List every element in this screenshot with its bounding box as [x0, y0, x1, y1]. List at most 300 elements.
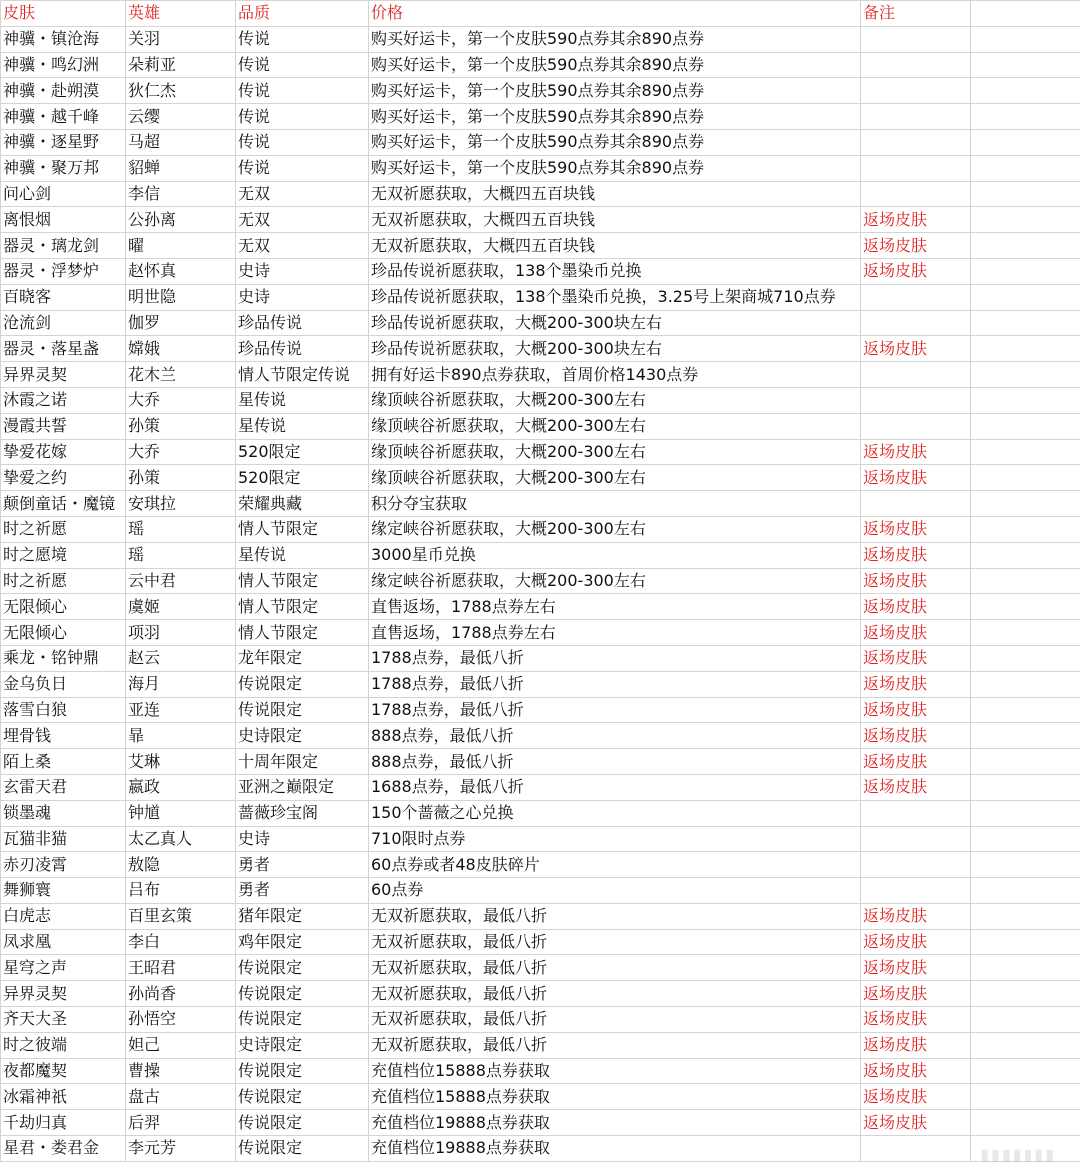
skin-cell: 离恨烟 [1, 207, 126, 233]
price-cell: 无双祈愿获取，最低八折 [369, 955, 861, 981]
header-row [1, 1, 1080, 27]
empty-cell [971, 439, 1080, 465]
note-cell: 返场皮肤 [861, 1110, 971, 1136]
price-cell: 购买好运卡，第一个皮肤590点券其余890点券 [369, 104, 861, 130]
note-cell: 返场皮肤 [861, 1084, 971, 1110]
note-cell: 返场皮肤 [861, 594, 971, 620]
skin-cell: 问心剑 [1, 181, 126, 207]
header-empty [971, 1, 1080, 27]
quality-cell: 情人节限定 [236, 516, 369, 542]
skin-cell: 星君・娄君金 [1, 1136, 126, 1162]
skin-cell: 器灵・璃龙剑 [1, 233, 126, 259]
skin-cell: 星穹之声 [1, 955, 126, 981]
empty-cell [971, 362, 1080, 388]
note-cell [861, 878, 971, 904]
price-cell: 缘定峡谷祈愿获取，大概200-300左右 [369, 516, 861, 542]
note-cell: 返场皮肤 [861, 1007, 971, 1033]
price-cell: 缘顶峡谷祈愿获取，大概200-300左右 [369, 387, 861, 413]
skin-cell: 赤刃凌霄 [1, 852, 126, 878]
note-cell [861, 800, 971, 826]
hero-cell: 赵云 [126, 645, 236, 671]
table-row [1, 594, 1080, 620]
table-row [1, 207, 1080, 233]
quality-cell: 情人节限定 [236, 568, 369, 594]
table-row [1, 104, 1080, 130]
empty-cell [971, 542, 1080, 568]
header-quality: 品质 [236, 1, 369, 27]
table-row [1, 413, 1080, 439]
hero-cell: 艾琳 [126, 749, 236, 775]
hero-cell: 海月 [126, 671, 236, 697]
watermark: ▮▮▮▮▮▮▮ [980, 1145, 1056, 1164]
quality-cell: 传说 [236, 78, 369, 104]
table-row [1, 1084, 1080, 1110]
price-cell: 3000星币兑换 [369, 542, 861, 568]
empty-cell [971, 181, 1080, 207]
header-price: 价格 [369, 1, 861, 27]
empty-cell [971, 387, 1080, 413]
table-row [1, 258, 1080, 284]
skin-cell: 千劫归真 [1, 1110, 126, 1136]
skin-cell: 白虎志 [1, 903, 126, 929]
hero-cell: 李元芳 [126, 1136, 236, 1162]
skin-cell: 器灵・浮梦炉 [1, 258, 126, 284]
quality-cell: 史诗限定 [236, 1032, 369, 1058]
price-cell: 充值档位15888点券获取 [369, 1058, 861, 1084]
hero-cell: 大乔 [126, 439, 236, 465]
table-row [1, 465, 1080, 491]
skin-cell: 金乌负日 [1, 671, 126, 697]
skin-cell: 陌上桑 [1, 749, 126, 775]
note-cell [861, 284, 971, 310]
table-row [1, 1007, 1080, 1033]
quality-cell: 无双 [236, 207, 369, 233]
hero-cell: 亚连 [126, 697, 236, 723]
quality-cell: 蔷薇珍宝阁 [236, 800, 369, 826]
hero-cell: 钟馗 [126, 800, 236, 826]
table-row [1, 491, 1080, 517]
note-cell [861, 826, 971, 852]
empty-cell [971, 749, 1080, 775]
empty-cell [971, 981, 1080, 1007]
note-cell: 返场皮肤 [861, 929, 971, 955]
skin-cell: 异界灵契 [1, 362, 126, 388]
note-cell: 返场皮肤 [861, 620, 971, 646]
table-row [1, 387, 1080, 413]
quality-cell: 猪年限定 [236, 903, 369, 929]
quality-cell: 十周年限定 [236, 749, 369, 775]
quality-cell: 情人节限定 [236, 620, 369, 646]
table-row [1, 981, 1080, 1007]
empty-cell [971, 233, 1080, 259]
empty-cell [971, 155, 1080, 181]
table-row [1, 439, 1080, 465]
quality-cell: 传说限定 [236, 955, 369, 981]
quality-cell: 勇者 [236, 878, 369, 904]
hero-cell: 关羽 [126, 26, 236, 52]
price-cell: 充值档位19888点券获取 [369, 1136, 861, 1162]
hero-cell: 瑶 [126, 542, 236, 568]
empty-cell [971, 620, 1080, 646]
quality-cell: 星传说 [236, 542, 369, 568]
quality-cell: 传说限定 [236, 1058, 369, 1084]
price-cell: 购买好运卡，第一个皮肤590点券其余890点券 [369, 155, 861, 181]
hero-cell: 曜 [126, 233, 236, 259]
skin-cell: 无限倾心 [1, 620, 126, 646]
empty-cell [971, 129, 1080, 155]
hero-cell: 暃 [126, 723, 236, 749]
price-cell: 缘顶峡谷祈愿获取，大概200-300左右 [369, 439, 861, 465]
price-cell: 珍品传说祈愿获取，大概200-300块左右 [369, 310, 861, 336]
price-cell: 珍品传说祈愿获取，138个墨染币兑换，3.25号上架商城710点券 [369, 284, 861, 310]
note-cell: 返场皮肤 [861, 1058, 971, 1084]
table-row [1, 774, 1080, 800]
table-row [1, 284, 1080, 310]
empty-cell [971, 852, 1080, 878]
price-cell: 1788点券，最低八折 [369, 671, 861, 697]
skin-cell: 玄雷天君 [1, 774, 126, 800]
quality-cell: 珍品传说 [236, 310, 369, 336]
quality-cell: 传说 [236, 104, 369, 130]
quality-cell: 鸡年限定 [236, 929, 369, 955]
note-cell [861, 852, 971, 878]
note-cell [861, 155, 971, 181]
header-note: 备注 [861, 1, 971, 27]
price-cell: 1688点券，最低八折 [369, 774, 861, 800]
note-cell: 返场皮肤 [861, 516, 971, 542]
quality-cell: 传说限定 [236, 1110, 369, 1136]
note-cell: 返场皮肤 [861, 671, 971, 697]
empty-cell [971, 516, 1080, 542]
hero-cell: 大乔 [126, 387, 236, 413]
table-row [1, 749, 1080, 775]
table-row [1, 645, 1080, 671]
skin-cell: 时之祈愿 [1, 516, 126, 542]
quality-cell: 荣耀典藏 [236, 491, 369, 517]
price-cell: 直售返场，1788点券左右 [369, 594, 861, 620]
quality-cell: 无双 [236, 233, 369, 259]
empty-cell [971, 336, 1080, 362]
skin-cell: 时之祈愿 [1, 568, 126, 594]
quality-cell: 星传说 [236, 413, 369, 439]
skin-cell: 沐霞之诺 [1, 387, 126, 413]
header-hero: 英雄 [126, 1, 236, 27]
price-cell: 购买好运卡，第一个皮肤590点券其余890点券 [369, 129, 861, 155]
empty-cell [971, 491, 1080, 517]
quality-cell: 传说 [236, 26, 369, 52]
hero-cell: 瑶 [126, 516, 236, 542]
price-cell: 888点券，最低八折 [369, 723, 861, 749]
table-row [1, 800, 1080, 826]
hero-cell: 明世隐 [126, 284, 236, 310]
skin-cell: 瓦猫非猫 [1, 826, 126, 852]
price-cell: 珍品传说祈愿获取，138个墨染币兑换 [369, 258, 861, 284]
table-row [1, 542, 1080, 568]
price-cell: 710限时点券 [369, 826, 861, 852]
skin-cell: 无限倾心 [1, 594, 126, 620]
table-row [1, 723, 1080, 749]
note-cell: 返场皮肤 [861, 774, 971, 800]
skin-cell: 神骥・聚万邦 [1, 155, 126, 181]
quality-cell: 传说限定 [236, 1136, 369, 1162]
hero-cell: 李白 [126, 929, 236, 955]
quality-cell: 传说限定 [236, 671, 369, 697]
quality-cell: 史诗 [236, 258, 369, 284]
skin-cell: 颠倒童话・魔镜 [1, 491, 126, 517]
hero-cell: 朵莉亚 [126, 52, 236, 78]
table-row [1, 903, 1080, 929]
empty-cell [971, 207, 1080, 233]
hero-cell: 安琪拉 [126, 491, 236, 517]
hero-cell: 狄仁杰 [126, 78, 236, 104]
table-row [1, 129, 1080, 155]
table-row [1, 929, 1080, 955]
empty-cell [971, 929, 1080, 955]
empty-cell [971, 774, 1080, 800]
price-cell: 充值档位15888点券获取 [369, 1084, 861, 1110]
skin-cell: 百晓客 [1, 284, 126, 310]
price-cell: 充值档位19888点券获取 [369, 1110, 861, 1136]
skin-cell: 锁墨魂 [1, 800, 126, 826]
note-cell: 返场皮肤 [861, 233, 971, 259]
quality-cell: 传说限定 [236, 981, 369, 1007]
quality-cell: 史诗限定 [236, 723, 369, 749]
hero-cell: 太乙真人 [126, 826, 236, 852]
note-cell [861, 104, 971, 130]
skin-cell: 夜都魔契 [1, 1058, 126, 1084]
skin-cell: 神骥・鸣幻洲 [1, 52, 126, 78]
skin-cell: 时之愿境 [1, 542, 126, 568]
table-row [1, 516, 1080, 542]
empty-cell [971, 671, 1080, 697]
hero-cell: 嫦娥 [126, 336, 236, 362]
hero-cell: 马超 [126, 129, 236, 155]
table-row [1, 155, 1080, 181]
price-cell: 60点券或者48皮肤碎片 [369, 852, 861, 878]
note-cell: 返场皮肤 [861, 981, 971, 1007]
empty-cell [971, 594, 1080, 620]
hero-cell: 王昭君 [126, 955, 236, 981]
price-cell: 1788点券，最低八折 [369, 697, 861, 723]
header-skin: 皮肤 [1, 1, 126, 27]
skin-cell: 挚爱花嫁 [1, 439, 126, 465]
note-cell [861, 310, 971, 336]
empty-cell [971, 284, 1080, 310]
skin-cell: 异界灵契 [1, 981, 126, 1007]
note-cell: 返场皮肤 [861, 955, 971, 981]
price-cell: 拥有好运卡890点券获取，首周价格1430点券 [369, 362, 861, 388]
quality-cell: 传说 [236, 52, 369, 78]
hero-cell: 敖隐 [126, 852, 236, 878]
hero-cell: 嬴政 [126, 774, 236, 800]
quality-cell: 珍品传说 [236, 336, 369, 362]
price-cell: 无双祈愿获取，最低八折 [369, 981, 861, 1007]
price-cell: 无双祈愿获取，最低八折 [369, 903, 861, 929]
skin-cell: 乘龙・铭钟鼎 [1, 645, 126, 671]
table-row [1, 1110, 1080, 1136]
note-cell: 返场皮肤 [861, 645, 971, 671]
hero-cell: 孙策 [126, 465, 236, 491]
hero-cell: 项羽 [126, 620, 236, 646]
price-cell: 无双祈愿获取，大概四五百块钱 [369, 181, 861, 207]
empty-cell [971, 955, 1080, 981]
empty-cell [971, 78, 1080, 104]
table-row [1, 671, 1080, 697]
note-cell [861, 387, 971, 413]
quality-cell: 勇者 [236, 852, 369, 878]
note-cell: 返场皮肤 [861, 336, 971, 362]
empty-cell [971, 465, 1080, 491]
empty-cell [971, 826, 1080, 852]
hero-cell: 李信 [126, 181, 236, 207]
note-cell [861, 413, 971, 439]
note-cell: 返场皮肤 [861, 465, 971, 491]
table-row [1, 52, 1080, 78]
skin-cell: 埋骨钱 [1, 723, 126, 749]
note-cell: 返场皮肤 [861, 1032, 971, 1058]
hero-cell: 曹操 [126, 1058, 236, 1084]
hero-cell: 虞姬 [126, 594, 236, 620]
empty-cell [971, 258, 1080, 284]
skin-cell: 冰霜神祇 [1, 1084, 126, 1110]
empty-cell [971, 1110, 1080, 1136]
price-cell: 购买好运卡，第一个皮肤590点券其余890点券 [369, 78, 861, 104]
quality-cell: 情人节限定传说 [236, 362, 369, 388]
skin-cell: 凤求凰 [1, 929, 126, 955]
quality-cell: 龙年限定 [236, 645, 369, 671]
hero-cell: 云缨 [126, 104, 236, 130]
table-row [1, 181, 1080, 207]
skin-cell: 沧流剑 [1, 310, 126, 336]
skin-cell: 挚爱之约 [1, 465, 126, 491]
hero-cell: 孙尚香 [126, 981, 236, 1007]
table-row [1, 568, 1080, 594]
price-cell: 购买好运卡，第一个皮肤590点券其余890点券 [369, 26, 861, 52]
empty-cell [971, 26, 1080, 52]
note-cell [861, 362, 971, 388]
price-cell: 积分夺宝获取 [369, 491, 861, 517]
quality-cell: 无双 [236, 181, 369, 207]
empty-cell [971, 697, 1080, 723]
note-cell: 返场皮肤 [861, 258, 971, 284]
skin-cell: 齐天大圣 [1, 1007, 126, 1033]
price-cell: 缘定峡谷祈愿获取，大概200-300左右 [369, 568, 861, 594]
quality-cell: 传说限定 [236, 1084, 369, 1110]
quality-cell: 520限定 [236, 439, 369, 465]
empty-cell [971, 568, 1080, 594]
quality-cell: 传说 [236, 155, 369, 181]
price-cell: 无双祈愿获取，大概四五百块钱 [369, 207, 861, 233]
hero-cell: 妲己 [126, 1032, 236, 1058]
note-cell [861, 52, 971, 78]
table-row [1, 1136, 1080, 1162]
quality-cell: 亚洲之巅限定 [236, 774, 369, 800]
hero-cell: 公孙离 [126, 207, 236, 233]
empty-cell [971, 800, 1080, 826]
table-row [1, 955, 1080, 981]
note-cell [861, 491, 971, 517]
empty-cell [971, 878, 1080, 904]
table-row [1, 1032, 1080, 1058]
note-cell [861, 129, 971, 155]
empty-cell [971, 723, 1080, 749]
empty-cell [971, 1032, 1080, 1058]
skin-cell: 神骥・镇沧海 [1, 26, 126, 52]
hero-cell: 貂蝉 [126, 155, 236, 181]
quality-cell: 传说限定 [236, 697, 369, 723]
hero-cell: 盘古 [126, 1084, 236, 1110]
note-cell: 返场皮肤 [861, 697, 971, 723]
table-row [1, 1058, 1080, 1084]
empty-cell [971, 413, 1080, 439]
quality-cell: 传说 [236, 129, 369, 155]
price-cell: 珍品传说祈愿获取，大概200-300块左右 [369, 336, 861, 362]
price-cell: 购买好运卡，第一个皮肤590点券其余890点券 [369, 52, 861, 78]
note-cell: 返场皮肤 [861, 749, 971, 775]
skin-cell: 神骥・赴朔漠 [1, 78, 126, 104]
quality-cell: 传说限定 [236, 1007, 369, 1033]
skin-cell: 神骥・逐星野 [1, 129, 126, 155]
empty-cell [971, 310, 1080, 336]
quality-cell: 星传说 [236, 387, 369, 413]
price-cell: 缘顶峡谷祈愿获取，大概200-300左右 [369, 465, 861, 491]
table-row [1, 620, 1080, 646]
quality-cell: 520限定 [236, 465, 369, 491]
hero-cell: 吕布 [126, 878, 236, 904]
empty-cell [971, 52, 1080, 78]
skin-cell: 器灵・落星盏 [1, 336, 126, 362]
empty-cell [971, 1084, 1080, 1110]
skin-cell: 舞狮寰 [1, 878, 126, 904]
price-cell: 直售返场，1788点券左右 [369, 620, 861, 646]
table-row [1, 697, 1080, 723]
hero-cell: 伽罗 [126, 310, 236, 336]
empty-cell [971, 903, 1080, 929]
table-row [1, 852, 1080, 878]
table-row [1, 362, 1080, 388]
hero-cell: 后羿 [126, 1110, 236, 1136]
price-cell: 60点券 [369, 878, 861, 904]
skin-cell: 落雪白狼 [1, 697, 126, 723]
empty-cell [971, 645, 1080, 671]
price-cell: 无双祈愿获取，最低八折 [369, 1032, 861, 1058]
quality-cell: 史诗 [236, 826, 369, 852]
note-cell [861, 26, 971, 52]
hero-cell: 孙策 [126, 413, 236, 439]
hero-cell: 赵怀真 [126, 258, 236, 284]
price-cell: 无双祈愿获取，最低八折 [369, 1007, 861, 1033]
table-row [1, 78, 1080, 104]
note-cell [861, 1136, 971, 1162]
empty-cell [971, 104, 1080, 130]
note-cell: 返场皮肤 [861, 207, 971, 233]
hero-cell: 云中君 [126, 568, 236, 594]
quality-cell: 史诗 [236, 284, 369, 310]
price-cell: 无双祈愿获取，大概四五百块钱 [369, 233, 861, 259]
hero-cell: 孙悟空 [126, 1007, 236, 1033]
hero-cell: 花木兰 [126, 362, 236, 388]
table-row [1, 878, 1080, 904]
empty-cell [971, 1058, 1080, 1084]
hero-cell: 百里玄策 [126, 903, 236, 929]
note-cell [861, 78, 971, 104]
note-cell: 返场皮肤 [861, 723, 971, 749]
empty-cell [971, 1007, 1080, 1033]
table-row [1, 310, 1080, 336]
price-cell: 1788点券，最低八折 [369, 645, 861, 671]
table-row [1, 233, 1080, 259]
quality-cell: 情人节限定 [236, 594, 369, 620]
